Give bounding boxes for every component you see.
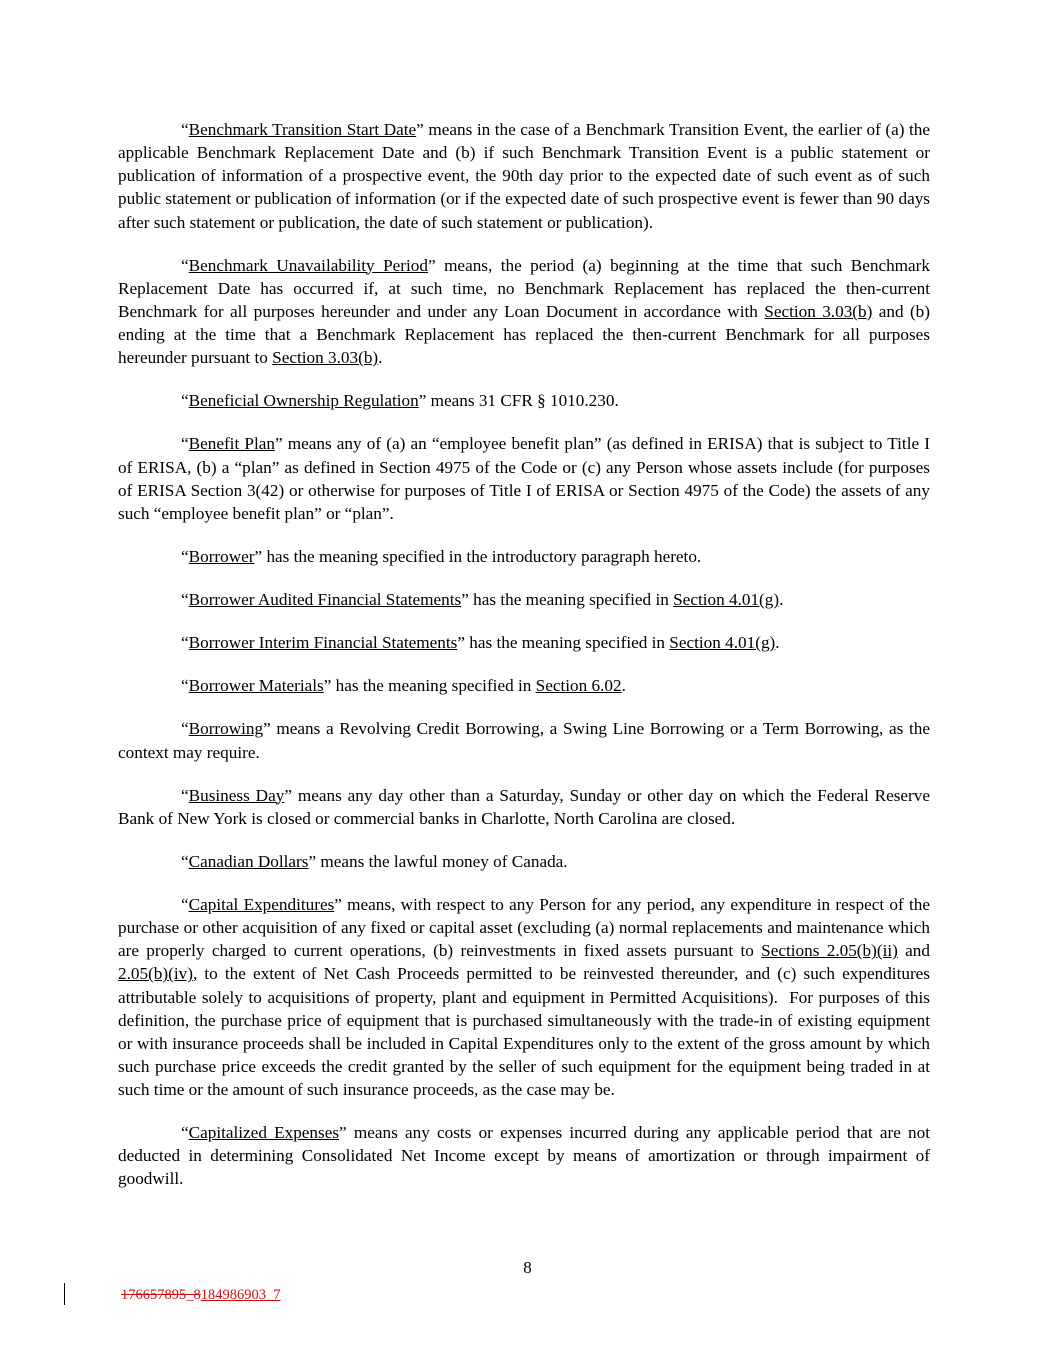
- document-footer: [121, 1287, 281, 1304]
- paragraph-borrower-audited-financial-statements: “Borrower Audited Financial Statements” has the meaning specified in Section 4.01(g).: [181, 590, 784, 609]
- paragraph-borrower-materials: “Borrower Materials” has the meaning specified in Section 6.02.: [181, 676, 626, 696]
- revision-change-bar: [64, 1283, 65, 1305]
- paragraph-beneficial-ownership-regulation: “Beneficial Ownership Regulation” means 31 CFR § 1010.230.: [181, 391, 619, 411]
- paragraph-canadian-dollars: “Canadian Dollars” means the lawful money of Canada.: [181, 851, 568, 871]
- document-body: [118, 118, 930, 1191]
- page-number: 8: [523, 1258, 532, 1277]
- paragraph-business-day: “Business Day” means any day other than a Saturday, Sunday or other day on which the Federal Reserve Bank of New York is closed or commercial banks in Charlotte, North Carolina are closed.: [118, 785, 930, 828]
- footer-inserted-id: 184986903_7: [200, 1287, 281, 1303]
- paragraph-borrower-interim-financial-statements: “Borrower Interim Financial Statements” has the meaning specified in Section 4.01(g).: [181, 633, 780, 653]
- footer-deleted-id: 176657895_8: [121, 1287, 201, 1303]
- paragraph-borrowing: “Borrowing” means a Revolving Credit Borrowing, a Swing Line Borrowing or a Term Borrowing, as the context may require.: [118, 719, 930, 762]
- paragraph-capitalized-expenses: “Capitalized Expenses” means any costs or expenses incurred during any applicable period that are not deducted in determining Consolidated Net Income except by means of amortization or through impairment of goodwill.: [118, 1123, 930, 1189]
- paragraph-benchmark-unavailability-period: “Benchmark Unavailability Period” means, the period (a) beginning at the time that such Benchmark Replacement Date has occurred if, at such time, no Benchmark Replacement has replaced the then-current Benchmark for all purposes hereunder and under any Loan Document in accordance with Section 3.03(b) and (b) ending at the time that a Benchmark Replacement has replaced the then-current Benchmark for all purposes hereunder pursuant to Section 3.03(b).: [118, 255, 930, 368]
- paragraph-benefit-plan: “Benefit Plan” means any of (a) an “employee benefit plan” (as defined in ERISA) that is subject to Title I of ERISA, (b) a “plan” as defined in Section 4975 of the Code or (c) any Person whose assets include (for purposes of ERISA Section 3(42) or otherwise for purposes of Title I of ERISA or Section 4975 of the Code) the assets of any such “employee benefit plan” or “plan”.: [118, 434, 930, 523]
- paragraph-benchmark-transition-start-date: “Benchmark Transition Start Date” means in the case of a Benchmark Transition Event, the earlier of (a) the applicable Benchmark Replacement Date and (b) if such Benchmark Transition Event is a public statement or publication of information of a prospective event, the 90th day prior to the expected date of such event as of such public statement or publication of information (or if the expected date of such prospective event is fewer than 90 days after such statement or publication, the date of such statement or publication).: [118, 120, 930, 232]
- paragraph-capital-expenditures: “Capital Expenditures” means, with respect to any Person for any period, any expenditure in respect of the purchase or other acquisition of any fixed or capital asset (excluding (a) normal replacements and maintenance which are properly charged to current operations, (b) reinvestments in fixed assets pursuant to Sections 2.05(b)(ii) and 2.05(b)(iv), to the extent of Net Cash Proceeds permitted to be reinvested thereunder, and (c) such expenditures attributable solely to acquisitions of property, plant and equipment in Permitted Acquisitions). For purposes of this definition, the purchase price of equipment that is purchased simultaneously with the trade-in of existing equipment or with insurance proceeds shall be included in Capital Expenditures only to the extent of the gross amount by which such purchase price exceeds the credit granted by the seller of such equipment for the equipment being traded in at such time or the amount of such insurance proceeds, as the case may be.: [118, 895, 930, 1099]
- paragraph-borrower: “Borrower” has the meaning specified in the introductory paragraph hereto.: [181, 546, 702, 566]
